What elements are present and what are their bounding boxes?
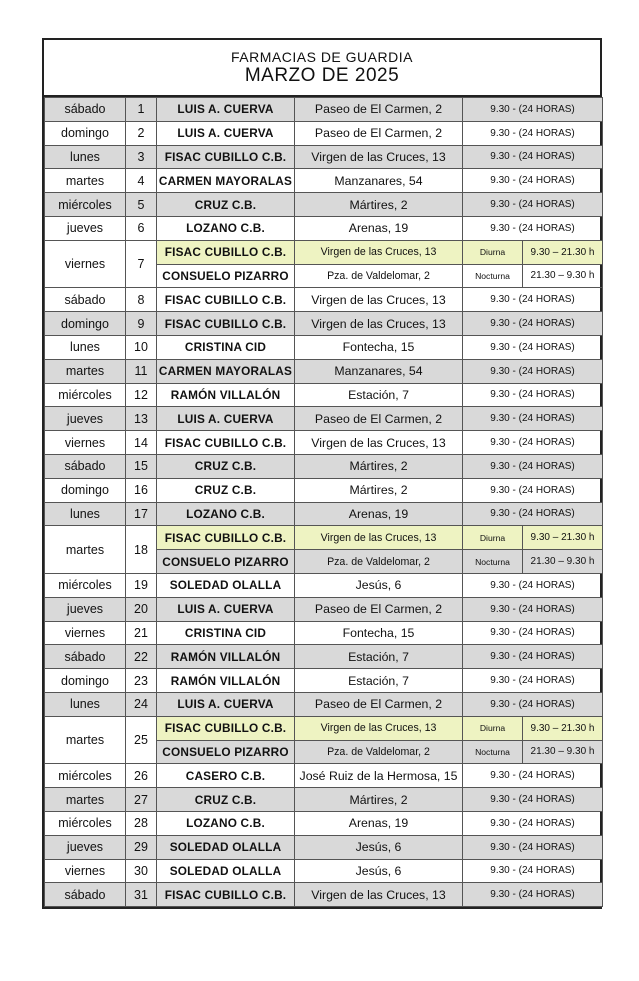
date-cell: 8 (126, 288, 157, 312)
shift-time-cell: 9.30 – 21.30 h (523, 716, 603, 740)
address-cell: Virgen de las Cruces, 13 (295, 288, 463, 312)
date-cell: 27 (126, 788, 157, 812)
hours-cell: 9.30 - (24 HORAS) (463, 335, 603, 359)
hours-cell: 9.30 - (24 HORAS) (463, 407, 603, 431)
address-cell: José Ruiz de la Hermosa, 15 (295, 764, 463, 788)
pharmacy-name-cell: CASERO C.B. (157, 764, 295, 788)
table-row (45, 193, 603, 217)
hours-cell: 9.30 - (24 HORAS) (463, 383, 603, 407)
date-cell: 20 (126, 597, 157, 621)
pharmacy-name-cell: SOLEDAD OLALLA (157, 573, 295, 597)
date-cell: 24 (126, 692, 157, 716)
day-cell: martes (45, 526, 126, 574)
table-row (45, 240, 603, 264)
address-cell: Jesús, 6 (295, 835, 463, 859)
pharmacy-name-cell: FISAC CUBILLO C.B. (157, 883, 295, 907)
day-cell: domingo (45, 669, 126, 693)
table-row (45, 383, 603, 407)
pharmacy-name-cell: CARMEN MAYORALAS (157, 359, 295, 383)
hours-cell: 9.30 - (24 HORAS) (463, 692, 603, 716)
hours-cell: 9.30 - (24 HORAS) (463, 431, 603, 455)
table-row (45, 335, 603, 359)
address-cell: Manzanares, 54 (295, 169, 463, 193)
day-cell: domingo (45, 121, 126, 145)
address-cell: Estación, 7 (295, 669, 463, 693)
pharmacy-name-cell: CRISTINA CID (157, 335, 295, 359)
shift-label-cell: Nocturna (463, 550, 523, 574)
date-cell: 11 (126, 359, 157, 383)
date-cell: 6 (126, 216, 157, 240)
date-cell: 7 (126, 240, 157, 288)
table-row (45, 478, 603, 502)
address-cell: Mártires, 2 (295, 454, 463, 478)
day-cell: sábado (45, 645, 126, 669)
pharmacy-name-cell: FISAC CUBILLO C.B. (157, 240, 295, 264)
day-cell: jueves (45, 216, 126, 240)
date-cell: 31 (126, 883, 157, 907)
day-cell: miércoles (45, 764, 126, 788)
table-row (45, 859, 603, 883)
table-row (45, 502, 603, 526)
table-row (45, 883, 603, 907)
date-cell: 3 (126, 145, 157, 169)
pharmacy-name-cell: CRISTINA CID (157, 621, 295, 645)
address-cell: Pza. de Valdelomar, 2 (295, 264, 463, 288)
address-cell: Paseo de El Carmen, 2 (295, 597, 463, 621)
hours-cell: 9.30 - (24 HORAS) (463, 454, 603, 478)
date-cell: 18 (126, 526, 157, 574)
day-cell: miércoles (45, 811, 126, 835)
hours-cell: 9.30 - (24 HORAS) (463, 359, 603, 383)
hours-cell: 9.30 - (24 HORAS) (463, 573, 603, 597)
address-cell: Virgen de las Cruces, 13 (295, 240, 463, 264)
shift-time-cell: 9.30 – 21.30 h (523, 240, 603, 264)
hours-cell: 9.30 - (24 HORAS) (463, 764, 603, 788)
date-cell: 12 (126, 383, 157, 407)
schedule-rows (45, 98, 603, 907)
date-cell: 17 (126, 502, 157, 526)
pharmacy-name-cell: CONSUELO PIZARRO (157, 740, 295, 764)
day-cell: lunes (45, 692, 126, 716)
hours-cell: 9.30 - (24 HORAS) (463, 835, 603, 859)
address-cell: Arenas, 19 (295, 502, 463, 526)
table-row (45, 716, 603, 740)
day-cell: miércoles (45, 193, 126, 217)
day-cell: sábado (45, 883, 126, 907)
address-cell: Virgen de las Cruces, 13 (295, 431, 463, 455)
day-cell: sábado (45, 454, 126, 478)
day-cell: lunes (45, 335, 126, 359)
day-cell: jueves (45, 835, 126, 859)
shift-label-cell: Diurna (463, 240, 523, 264)
table-row (45, 692, 603, 716)
pharmacy-name-cell: CARMEN MAYORALAS (157, 169, 295, 193)
table-row (45, 811, 603, 835)
date-cell: 22 (126, 645, 157, 669)
date-cell: 30 (126, 859, 157, 883)
day-cell: martes (45, 788, 126, 812)
hours-cell: 9.30 - (24 HORAS) (463, 216, 603, 240)
pharmacy-name-cell: FISAC CUBILLO C.B. (157, 431, 295, 455)
pharmacy-name-cell: CRUZ C.B. (157, 454, 295, 478)
schedule-title: FARMACIAS DE GUARDIA (231, 49, 413, 65)
day-cell: lunes (45, 145, 126, 169)
shift-time-cell: 21.30 – 9.30 h (523, 550, 603, 574)
table-row (45, 573, 603, 597)
day-cell: jueves (45, 407, 126, 431)
address-cell: Pza. de Valdelomar, 2 (295, 740, 463, 764)
date-cell: 9 (126, 312, 157, 336)
pharmacy-name-cell: CONSUELO PIZARRO (157, 264, 295, 288)
table-row (45, 669, 603, 693)
address-cell: Virgen de las Cruces, 13 (295, 312, 463, 336)
address-cell: Paseo de El Carmen, 2 (295, 98, 463, 122)
hours-cell: 9.30 - (24 HORAS) (463, 288, 603, 312)
day-cell: sábado (45, 98, 126, 122)
date-cell: 26 (126, 764, 157, 788)
pharmacy-name-cell: RAMÓN VILLALÓN (157, 669, 295, 693)
table-row (45, 359, 603, 383)
hours-cell: 9.30 - (24 HORAS) (463, 478, 603, 502)
pharmacy-name-cell: RAMÓN VILLALÓN (157, 645, 295, 669)
address-cell: Fontecha, 15 (295, 335, 463, 359)
shift-time-cell: 21.30 – 9.30 h (523, 740, 603, 764)
pharmacy-schedule-sheet (42, 38, 602, 909)
address-cell: Mártires, 2 (295, 193, 463, 217)
date-cell: 5 (126, 193, 157, 217)
day-cell: viernes (45, 240, 126, 288)
pharmacy-name-cell: LUIS A. CUERVA (157, 98, 295, 122)
date-cell: 14 (126, 431, 157, 455)
table-row (45, 764, 603, 788)
hours-cell: 9.30 - (24 HORAS) (463, 193, 603, 217)
date-cell: 23 (126, 669, 157, 693)
table-row (45, 216, 603, 240)
address-cell: Arenas, 19 (295, 811, 463, 835)
shift-label-cell: Diurna (463, 526, 523, 550)
address-cell: Virgen de las Cruces, 13 (295, 526, 463, 550)
pharmacy-name-cell: LUIS A. CUERVA (157, 121, 295, 145)
address-cell: Mártires, 2 (295, 788, 463, 812)
hours-cell: 9.30 - (24 HORAS) (463, 621, 603, 645)
day-cell: domingo (45, 312, 126, 336)
pharmacy-name-cell: LUIS A. CUERVA (157, 692, 295, 716)
date-cell: 4 (126, 169, 157, 193)
day-cell: lunes (45, 502, 126, 526)
address-cell: Fontecha, 15 (295, 621, 463, 645)
date-cell: 15 (126, 454, 157, 478)
table-row (45, 98, 603, 122)
pharmacy-name-cell: CRUZ C.B. (157, 478, 295, 502)
date-cell: 29 (126, 835, 157, 859)
table-row (45, 788, 603, 812)
day-cell: viernes (45, 431, 126, 455)
table-row (45, 645, 603, 669)
hours-cell: 9.30 - (24 HORAS) (463, 669, 603, 693)
day-cell: miércoles (45, 573, 126, 597)
hours-cell: 9.30 - (24 HORAS) (463, 859, 603, 883)
date-cell: 28 (126, 811, 157, 835)
address-cell: Virgen de las Cruces, 13 (295, 883, 463, 907)
pharmacy-name-cell: LOZANO C.B. (157, 502, 295, 526)
pharmacy-name-cell: FISAC CUBILLO C.B. (157, 716, 295, 740)
pharmacy-name-cell: FISAC CUBILLO C.B. (157, 312, 295, 336)
pharmacy-name-cell: CONSUELO PIZARRO (157, 550, 295, 574)
hours-cell: 9.30 - (24 HORAS) (463, 169, 603, 193)
pharmacy-name-cell: FISAC CUBILLO C.B. (157, 288, 295, 312)
pharmacy-name-cell: CRUZ C.B. (157, 193, 295, 217)
shift-label-cell: Nocturna (463, 264, 523, 288)
table-row (45, 597, 603, 621)
day-cell: viernes (45, 859, 126, 883)
day-cell: viernes (45, 621, 126, 645)
table-row (45, 407, 603, 431)
pharmacy-name-cell: FISAC CUBILLO C.B. (157, 145, 295, 169)
hours-cell: 9.30 - (24 HORAS) (463, 145, 603, 169)
date-cell: 21 (126, 621, 157, 645)
table-row (45, 621, 603, 645)
schedule-month: MARZO DE 2025 (244, 65, 400, 86)
schedule-header (44, 40, 600, 97)
hours-cell: 9.30 - (24 HORAS) (463, 788, 603, 812)
table-row (45, 526, 603, 550)
date-cell: 13 (126, 407, 157, 431)
pharmacy-name-cell: SOLEDAD OLALLA (157, 835, 295, 859)
address-cell: Mártires, 2 (295, 478, 463, 502)
address-cell: Virgen de las Cruces, 13 (295, 716, 463, 740)
day-cell: sábado (45, 288, 126, 312)
pharmacy-name-cell: SOLEDAD OLALLA (157, 859, 295, 883)
address-cell: Jesús, 6 (295, 573, 463, 597)
day-cell: jueves (45, 597, 126, 621)
hours-cell: 9.30 - (24 HORAS) (463, 312, 603, 336)
pharmacy-name-cell: CRUZ C.B. (157, 788, 295, 812)
day-cell: miércoles (45, 383, 126, 407)
table-row (45, 121, 603, 145)
address-cell: Virgen de las Cruces, 13 (295, 145, 463, 169)
address-cell: Pza. de Valdelomar, 2 (295, 550, 463, 574)
table-row (45, 288, 603, 312)
day-cell: martes (45, 716, 126, 764)
hours-cell: 9.30 - (24 HORAS) (463, 121, 603, 145)
pharmacy-name-cell: LOZANO C.B. (157, 811, 295, 835)
address-cell: Manzanares, 54 (295, 359, 463, 383)
date-cell: 25 (126, 716, 157, 764)
hours-cell: 9.30 - (24 HORAS) (463, 597, 603, 621)
table-row (45, 312, 603, 336)
day-cell: domingo (45, 478, 126, 502)
table-row (45, 145, 603, 169)
address-cell: Arenas, 19 (295, 216, 463, 240)
hours-cell: 9.30 - (24 HORAS) (463, 645, 603, 669)
day-cell: martes (45, 359, 126, 383)
pharmacy-name-cell: LOZANO C.B. (157, 216, 295, 240)
shift-time-cell: 9.30 – 21.30 h (523, 526, 603, 550)
address-cell: Paseo de El Carmen, 2 (295, 692, 463, 716)
day-cell: martes (45, 169, 126, 193)
shift-label-cell: Diurna (463, 716, 523, 740)
table-row (45, 169, 603, 193)
schedule-table (44, 97, 603, 907)
table-row (45, 454, 603, 478)
table-row (45, 431, 603, 455)
address-cell: Estación, 7 (295, 645, 463, 669)
date-cell: 1 (126, 98, 157, 122)
address-cell: Estación, 7 (295, 383, 463, 407)
table-row (45, 835, 603, 859)
pharmacy-name-cell: LUIS A. CUERVA (157, 407, 295, 431)
pharmacy-name-cell: FISAC CUBILLO C.B. (157, 526, 295, 550)
date-cell: 2 (126, 121, 157, 145)
address-cell: Paseo de El Carmen, 2 (295, 121, 463, 145)
date-cell: 19 (126, 573, 157, 597)
hours-cell: 9.30 - (24 HORAS) (463, 811, 603, 835)
address-cell: Paseo de El Carmen, 2 (295, 407, 463, 431)
shift-time-cell: 21.30 – 9.30 h (523, 264, 603, 288)
hours-cell: 9.30 - (24 HORAS) (463, 502, 603, 526)
date-cell: 16 (126, 478, 157, 502)
pharmacy-name-cell: RAMÓN VILLALÓN (157, 383, 295, 407)
address-cell: Jesús, 6 (295, 859, 463, 883)
hours-cell: 9.30 - (24 HORAS) (463, 883, 603, 907)
pharmacy-name-cell: LUIS A. CUERVA (157, 597, 295, 621)
date-cell: 10 (126, 335, 157, 359)
hours-cell: 9.30 - (24 HORAS) (463, 98, 603, 122)
shift-label-cell: Nocturna (463, 740, 523, 764)
